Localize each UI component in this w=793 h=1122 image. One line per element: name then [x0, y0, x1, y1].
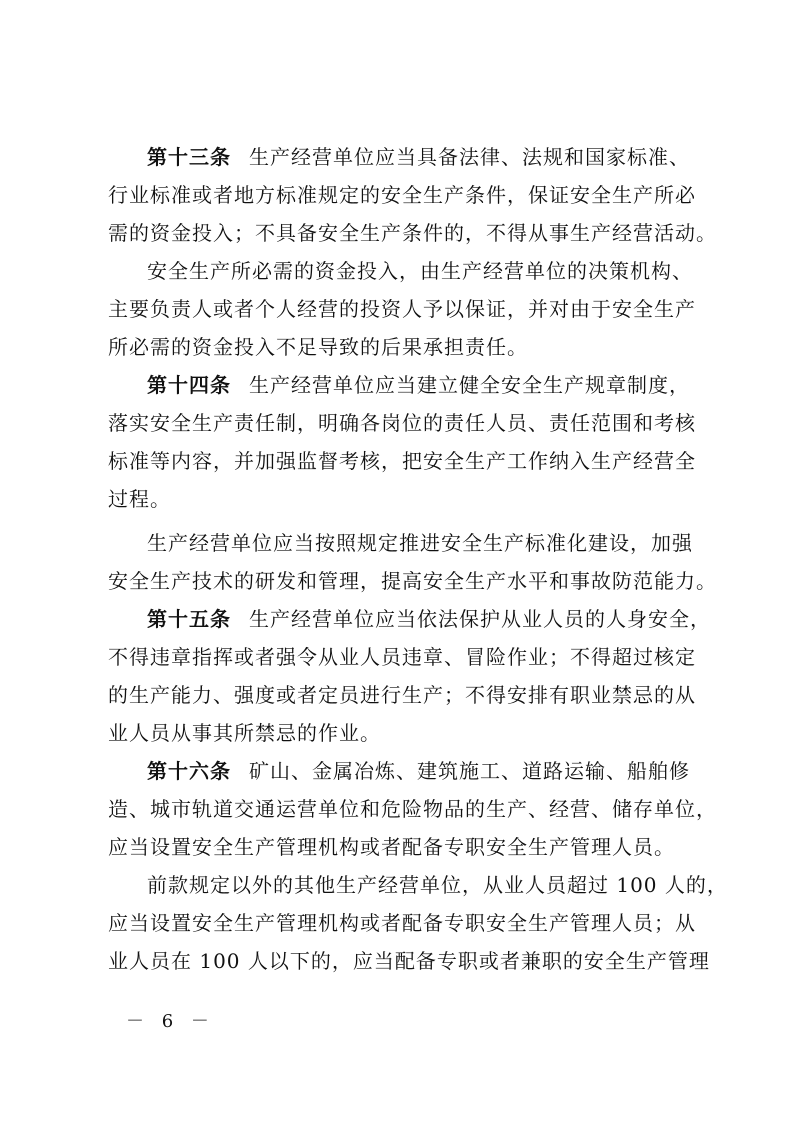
article-text: 生产经营单位应当依法保护从业人员的人身安全，: [249, 607, 711, 631]
text-line: 过程。: [108, 487, 171, 511]
article-14-line-1: [147, 367, 693, 403]
article-13-line-1: [147, 139, 693, 175]
text-line: 标准等内容，并加强监督考核，把安全生产工作纳入生产经营全: [108, 449, 696, 473]
article-16-line-1: [147, 753, 693, 789]
page-number: － 6 －: [126, 1011, 215, 1032]
text-line: 前款规定以外的其他生产经营单位，从业人员超过 100 人的，: [147, 873, 728, 897]
text-line: 落实安全生产责任制，明确各岗位的责任人员、责任范围和考核: [108, 411, 696, 435]
article-15-line-1: [147, 601, 711, 637]
text-line: 造、城市轨道交通运营单位和危险物品的生产、经营、储存单位，: [108, 797, 717, 821]
text-line: 主要负责人或者个人经营的投资人予以保证，并对由于安全生产: [108, 297, 696, 321]
article-number: 第十四条: [147, 373, 231, 397]
text-line: 应当设置安全生产管理机构或者配备专职安全生产管理人员；从: [108, 911, 696, 935]
text-line: 安全生产技术的研发和管理，提高安全生产水平和事故防范能力。: [108, 569, 717, 593]
article-number: 第十五条: [147, 607, 231, 631]
text-line: 所必需的资金投入不足导致的后果承担责任。: [108, 335, 528, 359]
text-line: 的生产能力、强度或者定员进行生产；不得安排有职业禁忌的从: [108, 683, 696, 707]
text-line: 应当设置安全生产管理机构或者配备专职安全生产管理人员。: [108, 835, 675, 859]
text-line: 业人员从事其所禁忌的作业。: [108, 721, 381, 745]
text-line: 业人员在 100 人以下的，应当配备专职或者兼职的安全生产管理: [108, 949, 710, 973]
text-line: 不得违章指挥或者强令从业人员违章、冒险作业；不得超过核定: [108, 645, 696, 669]
article-number: 第十三条: [147, 145, 231, 169]
article-text: 矿山、金属冶炼、建筑施工、道路运输、船舶修: [249, 759, 690, 783]
text-line: 安全生产所必需的资金投入，由生产经营单位的决策机构、: [147, 259, 693, 283]
text-line: 需的资金投入；不具备安全生产条件的，不得从事生产经营活动。: [108, 221, 717, 245]
text-line: 生产经营单位应当按照规定推进安全生产标准化建设，加强: [147, 531, 693, 555]
article-number: 第十六条: [147, 759, 231, 783]
text-line: 行业标准或者地方标准规定的安全生产条件，保证安全生产所必: [108, 183, 696, 207]
article-text: 生产经营单位应当建立健全安全生产规章制度，: [249, 373, 690, 397]
article-text: 生产经营单位应当具备法律、法规和国家标准、: [249, 145, 690, 169]
